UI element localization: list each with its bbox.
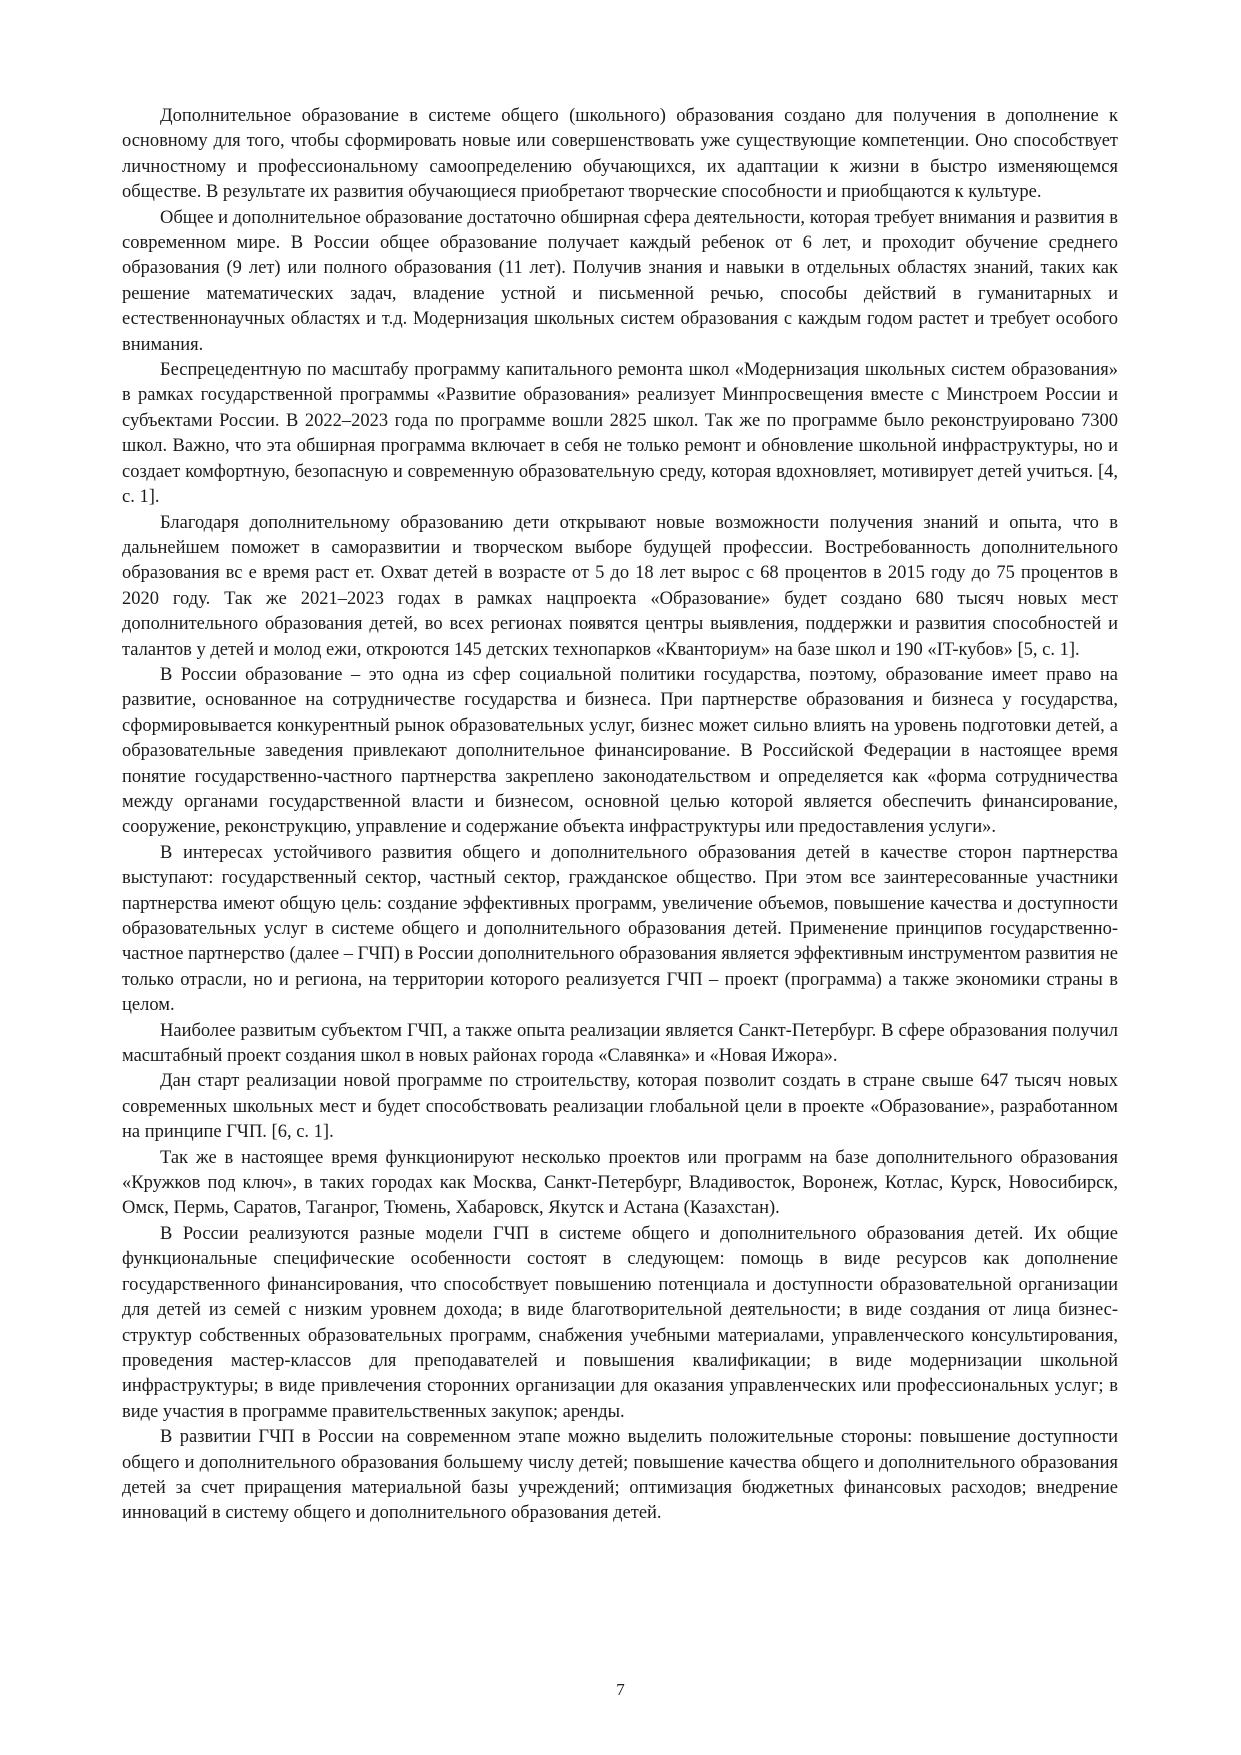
paragraph: Дополнительное образование в системе общего (школьного) образования создано для получения в дополнение к основному для того, чтобы сформировать новые или совершенствовать уже существующие компетенции. Оно способствует личностному и профессиональному самоопределению обучающихся, их адаптации к жизни в быстро изменяющемся обществе. В результате их развития обучающиеся приобретают творческие способности и приобщаются к культуре.	[122, 106, 1118, 203]
paragraph: Беспрецедентную по масштабу программу капитального ремонта школ «Модернизация школьных систем образования» в рамках государственной программы «Развитие образования» реализует Минпросвещения вместе с Минстроем России и субъектами России. В 2022–2023 года по программе вошли 2825 школ. Так же по программе было реконструировано 7300 школ. Важно, что эта обширная программа включает в себя не только ремонт и обновление школьной инфраструктуры, но и создает комфортную, безопасную и современную образовательную среду, которая вдохновляет, мотивирует детей учиться. [4, с. 1].	[122, 360, 1118, 508]
paragraph: Благодаря дополнительному образованию дети открывают новые возможности получения знаний и опыта, что в дальнейшем поможет в саморазвитии и творческом выборе будущей профессии. Востребованность дополнительного образования вс е время раст ет. Охват детей в возрасте от 5 до 18 лет вырос с 68 процентов в 2015 году до 75 процентов в 2020 году. Так же 2021–2023 годах в рамках нацпроекта «Образование» будет создано 680 тысяч новых мест дополнительного образования детей, во всех регионах появятся центры выявления, поддержки и развития способностей и талантов у детей и молод ежи, откроются 145 детских технопарков «Кванториум» на базе школ и 190 «IT-кубов» [5, с. 1].	[122, 512, 1118, 660]
paragraph: Так же в настоящее время функционируют несколько проектов или программ на базе дополнительного образования «Кружков под ключ», в таких городах как Москва, Санкт-Петербург, Владивосток, Воронеж, Котлас, Курск, Новосибирск, Омск, Пермь, Саратов, Таганрог, Тюмень, Хабаровск, Якутск и Астана (Казахстан).	[122, 1147, 1118, 1219]
paragraph: Дан старт реализации новой программе по строительству, которая позволит создать в стране свыше 647 тысяч новых современных школьных мест и будет способствовать реализации глобальной цели в проекте «Образование», разработанном на принципе ГЧП. [6, с. 1].	[122, 1071, 1118, 1143]
paragraph: В развитии ГЧП в России на современном этапе можно выделить положительные стороны: повышение доступности общего и дополнительного образования большему числу детей; повышение качества общего и дополнительного образования детей за счет приращения материальной базы учреждений; оптимизация бюджетных финансовых расходов; внедрение инноваций в систему общего и дополнительного образования детей.	[122, 1427, 1118, 1524]
paragraph: Общее и дополнительное образование достаточно обширная сфера деятельности, которая требует внимания и развития в современном мире. В России общее образование получает каждый ребенок от 6 лет, и проходит обучение среднего образования (9 лет) или полного образования (11 лет). Получив знания и навыки в отдельных областях знаний, таких как решение математических задач, владение устной и письменной речью, способы действий в гуманитарных и естественнонаучных областях и т.д. Модернизация школьных систем образования с каждым годом растет и требует особого внимания.	[122, 207, 1118, 355]
paragraph: В интересах устойчивого развития общего и дополнительного образования детей в качестве сторон партнерства выступают: государственный сектор, частный сектор, гражданское общество. При этом все заинтересованные участники партнерства имеют общую цель: создание эффективных программ, увеличение объемов, повышение качества и доступности образовательных услуг в системе общего и дополнительного образования детей. Применение принципов государственно-частное партнерство (далее – ГЧП) в России дополнительного образования является эффективным инструментом развития не только отрасли, но и региона, на территории которого реализуется ГЧП – проект (программа) а также экономики страны в целом.	[122, 842, 1118, 1016]
paragraph: Наиболее развитым субъектом ГЧП, а также опыта реализации является Санкт-Петербург. В сфере образования получил масштабный проект создания школ в новых районах города «Славянка» и «Новая Ижора».	[122, 1020, 1118, 1067]
page-number: 7	[616, 1680, 625, 1699]
paragraph: В России образование – это одна из сфер социальной политики государства, поэтому, образование имеет право на развитие, основанное на сотрудничестве государства и бизнеса. При партнерстве образования и бизнеса у государства, сформировывается конкурентный рынок образовательных услуг, бизнес может сильно влиять на уровень подготовки детей, а образовательные заведения привлекают дополнительное финансирование. В Российской Федерации в настоящее время понятие государственно-частного партнерства закреплено законодательством и определяется как «форма сотрудничества между органами государственной власти и бизнесом, основной целью которой является обеспечить финансирование, сооружение, реконструкцию, управление и содержание объекта инфраструктуры или предоставления услуги».	[122, 664, 1118, 838]
body-text	[122, 104, 1118, 1527]
paragraph: В России реализуются разные модели ГЧП в системе общего и дополнительного образования детей. Их общие функциональные специфические особенности состоят в следующем: помощь в виде ресурсов как дополнение государственного финансирования, что способствует повышению потенциала и доступности образовательной организации для детей из семей с низким уровнем дохода; в виде благотворительной деятельности; в виде создания от лица бизнес-структур собственных образовательных программ, снабжения учебными материалами, управленческого консультирования, проведения мастер-классов для преподавателей и повышения квалификации; в виде модернизации школьной инфраструктуры; в виде привлечения сторонних организации для оказания управленческих или профессиональных услуг; в виде участия в программе правительственных закупок; аренды.	[122, 1223, 1118, 1422]
